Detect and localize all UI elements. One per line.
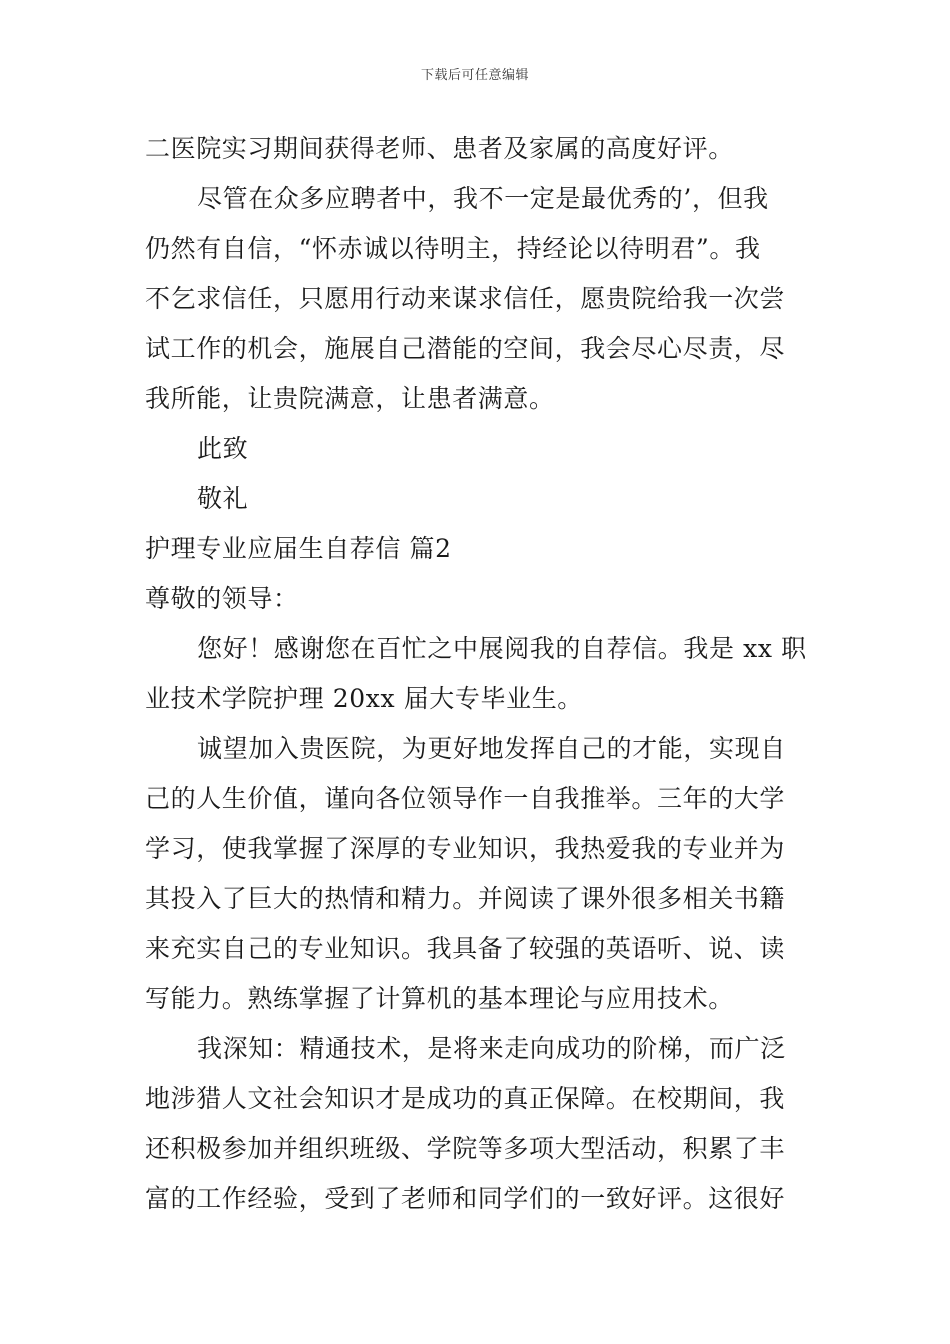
- text-line: 己的人生价值，谨向各位领导作一自我推举。三年的大学: [145, 784, 786, 813]
- text-line: 地涉猎人文社会知识才是成功的真正保障。在校期间，我: [145, 1084, 786, 1113]
- header-note: 下载后可任意编辑: [420, 68, 529, 83]
- text-line: 护理专业应届生自荐信 篇2: [145, 534, 452, 563]
- text-line: 其投入了巨大的热情和精力。并阅读了课外很多相关书籍: [145, 884, 786, 913]
- text-line: 学习，使我掌握了深厚的专业知识，我热爱我的专业并为: [145, 834, 786, 863]
- text-line: 尽管在众多应聘者中，我不一定是最优秀的’，但我: [197, 184, 769, 213]
- text-line: 您好！感谢您在百忙之中展阅我的自荐信。我是 xx 职: [197, 634, 807, 663]
- text-line: 试工作的机会，施展自己潜能的空间，我会尽心尽责，尽: [145, 334, 786, 363]
- text-line: 不乞求信任，只愿用行动来谋求信任，愿贵院给我一次尝: [145, 284, 786, 313]
- text-line: 尊敬的领导：: [145, 584, 299, 613]
- text-line: 富的工作经验，受到了老师和同学们的一致好评。这很好: [145, 1184, 786, 1213]
- text-line: 此致: [197, 434, 249, 463]
- text-line: 仍然有自信，“怀赤诚以待明主，持经论以待明君”。我: [145, 234, 761, 263]
- document-body: [145, 124, 807, 1224]
- text-line: 写能力。熟练掌握了计算机的基本理论与应用技术。: [145, 984, 734, 1013]
- text-line: 敬礼: [197, 484, 249, 513]
- text-line: 来充实自己的专业知识。我具备了较强的英语听、说、读: [145, 934, 786, 963]
- text-line: 诚望加入贵医院，为更好地发挥自己的才能，实现自: [197, 734, 786, 763]
- text-line: 我深知：精通技术，是将来走向成功的阶梯，而广泛: [197, 1034, 786, 1063]
- text-line: 二医院实习期间获得老师、患者及家属的高度好评。: [145, 134, 734, 163]
- text-line: 我所能，让贵院满意，让患者满意。: [145, 384, 555, 413]
- text-line: 还积极参加并组织班级、学院等多项大型活动，积累了丰: [145, 1134, 786, 1163]
- text-line: 业技术学院护理 20xx 届大专毕业生。: [145, 684, 583, 713]
